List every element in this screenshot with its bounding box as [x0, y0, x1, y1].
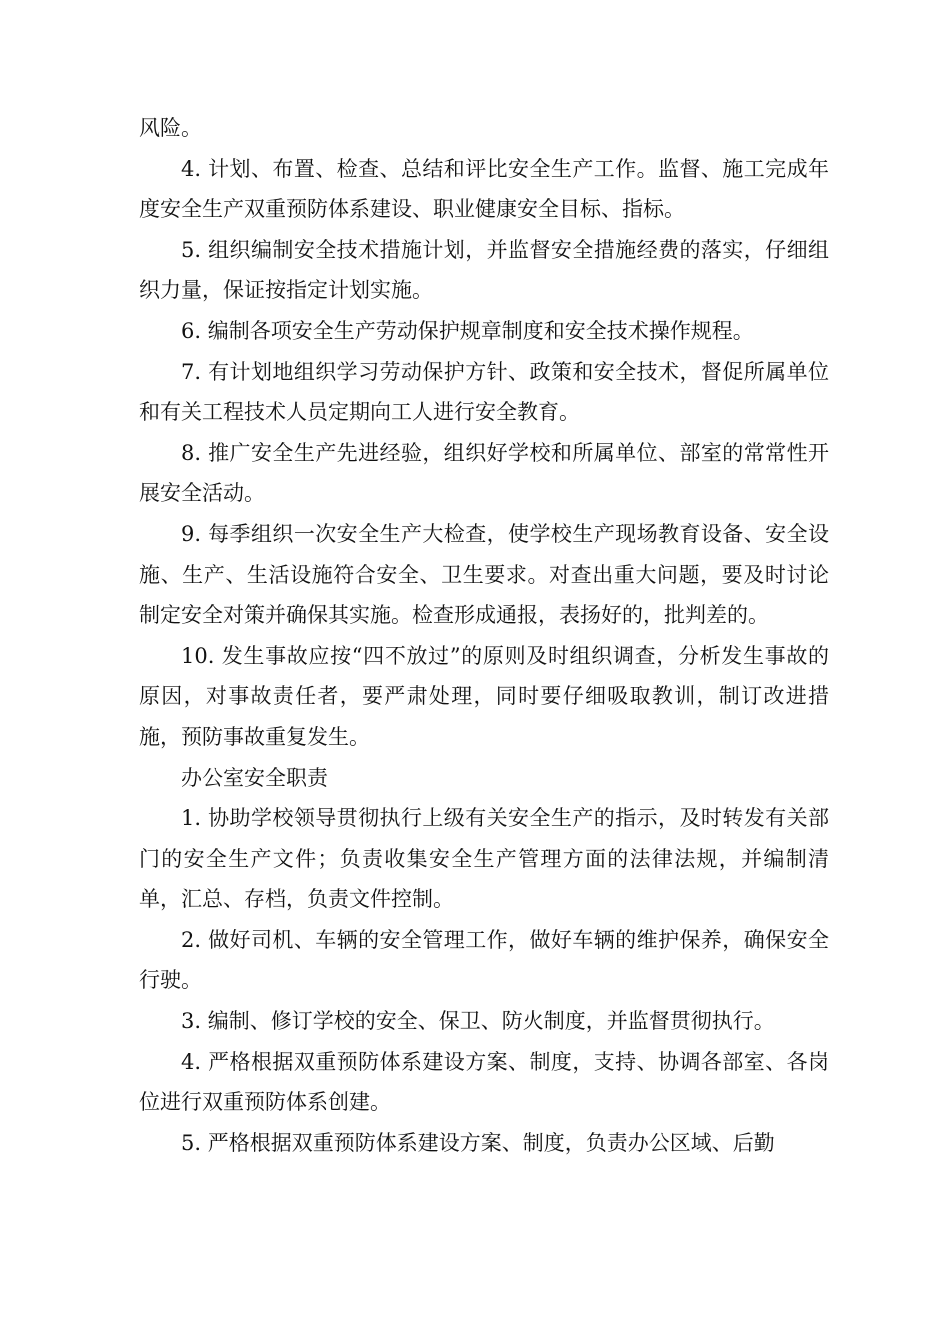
- paragraph-item-8: 8. 推广安全生产先进经验，组织好学校和所属单位、部室的常常性开展安全活动。: [139, 440, 829, 506]
- paragraph-item-9: 9. 每季组织一次安全生产大检查，使学校生产现场教育设备、安全设施、生产、生活设施符合安全、卫生要求。对查出重大问题，要及时讨论制定安全对策并确保其实施。检查形成通报，表扬好的，批判差的。: [139, 521, 829, 628]
- paragraph-office-item-3: 3. 编制、修订学校的安全、保卫、防火制度，并监督贯彻执行。: [181, 1009, 775, 1034]
- document-body: [139, 108, 829, 1163]
- paragraph-item-4: 4. 计划、布置、检查、总结和评比安全生产工作。监督、施工完成年度安全生产双重预防体系建设、职业健康安全目标、指标。: [139, 156, 829, 222]
- paragraph-office-item-5: 5. 严格根据双重预防体系建设方案、制度，负责办公区域、后勤: [181, 1130, 775, 1155]
- paragraph-item-6: 6. 编制各项安全生产劳动保护规章制度和安全技术操作规程。: [181, 318, 754, 343]
- paragraph-item-5: 5. 组织编制安全技术措施计划，并监督安全措施经费的落实，仔细组织力量，保证按指定计划实施。: [139, 237, 829, 303]
- paragraph-continuation: 风险。: [139, 116, 202, 140]
- paragraph-office-item-4: 4. 严格根据双重预防体系建设方案、制度，支持、协调各部室、各岗位进行双重预防体系创建。: [139, 1049, 829, 1115]
- paragraph-item-10: 10. 发生事故应按“四不放过”的原则及时组织调查，分析发生事故的原因，对事故责任者，要严肃处理，同时要仔细吸取教训，制订改进措施，预防事故重复发生。: [139, 643, 829, 749]
- section-heading-office-duties: 办公室安全职责: [181, 765, 328, 790]
- paragraph-office-item-1: 1. 协助学校领导贯彻执行上级有关安全生产的指示，及时转发有关部门的安全生产文件；负责收集安全生产管理方面的法律法规，并编制清单，汇总、存档，负责文件控制。: [139, 806, 829, 912]
- paragraph-office-item-2: 2. 做好司机、车辆的安全管理工作，做好车辆的维护保养，确保安全行驶。: [139, 927, 829, 993]
- paragraph-item-7: 7. 有计划地组织学习劳动保护方针、政策和安全技术，督促所属单位和有关工程技术人员定期向工人进行安全教育。: [139, 359, 829, 425]
